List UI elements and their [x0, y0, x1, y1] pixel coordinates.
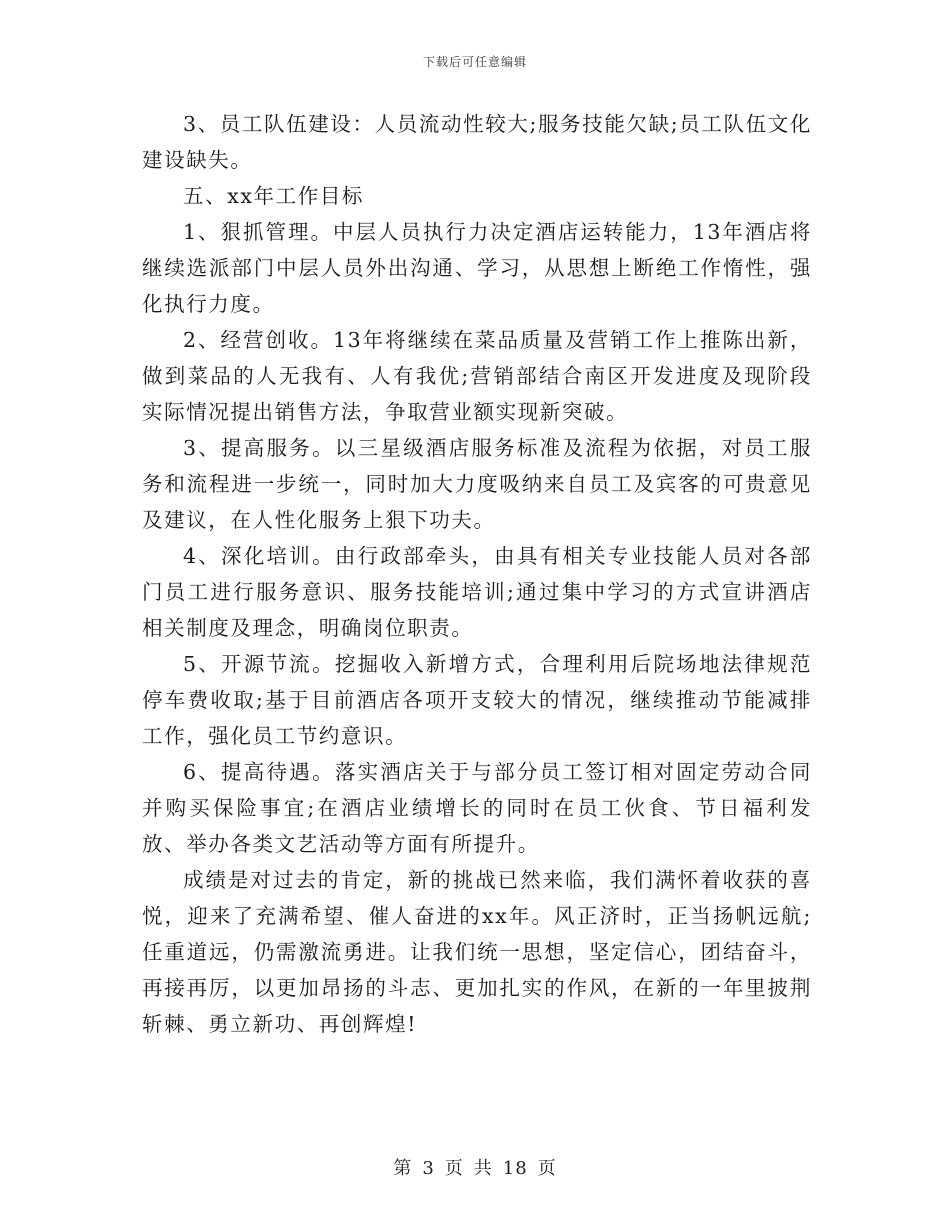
paragraph-goal-benefits: 6、提高待遇。落实酒店关于与部分员工签订相对固定劳动合同并购买保险事宜;在酒店业绩增长的同时在员工伙食、节日福利发放、举办各类文艺活动等方面有所提升。: [142, 760, 812, 856]
page-footer: [0, 1154, 950, 1180]
paragraph-goal-revenue: 2、经营创收。13年将继续在菜品质量及营销工作上推陈出新，做到菜品的人无我有、人有我优;营销部结合南区开发进度及现阶段实际情况提出销售方法，争取营业额实现新突破。: [142, 328, 812, 424]
footer-total-pages: 18: [502, 1158, 528, 1179]
page-header: 下载后可任意编辑: [422, 55, 527, 69]
paragraph-staff-building: 3、员工队伍建设：人员流动性较大;服务技能欠缺;员工队伍文化建设缺失。: [142, 112, 812, 172]
paragraph-goal-service: 3、提高服务。以三星级酒店服务标准及流程为依据，对员工服务和流程进一步统一，同时加大力度吸纳来自员工及宾客的可贵意见及建议，在人性化服务上狠下功夫。: [142, 436, 812, 532]
footer-label-ye: 页: [444, 1158, 464, 1179]
section-heading-goals: 五、xx年工作目标: [183, 184, 365, 208]
footer-label-di: 第: [393, 1158, 413, 1179]
paragraph-conclusion: 成绩是对过去的肯定，新的挑战已然来临，我们满怀着收获的喜悦，迎来了充满希望、催人奋进的xx年。风正济时，正当扬帆远航;任重道远，仍需激流勇进。让我们统一思想，坚定信心，团结奋斗，再接再厉，以更加昂扬的斗志、更加扎实的作风，在新的一年里披荆斩棘、勇立新功、再创辉煌!: [142, 868, 812, 1036]
document-body: [142, 106, 812, 1042]
footer-current-page: 3: [422, 1158, 435, 1179]
paragraph-goal-management: 1、狠抓管理。中层人员执行力决定酒店运转能力，13年酒店将继续选派部门中层人员外出沟通、学习，从思想上断绝工作惰性，强化执行力度。: [142, 220, 812, 316]
paragraph-goal-cost: 5、开源节流。挖掘收入新增方式，合理利用后院场地法律规范停车费收取;基于目前酒店各项开支较大的情况，继续推动节能减排工作，强化员工节约意识。: [142, 652, 812, 748]
footer-label-ye2: 页: [537, 1158, 557, 1179]
paragraph-goal-training: 4、深化培训。由行政部牵头，由具有相关专业技能人员对各部门员工进行服务意识、服务技能培训;通过集中学习的方式宣讲酒店相关制度及理念，明确岗位职责。: [142, 544, 812, 640]
footer-label-gong: 共: [473, 1158, 493, 1179]
